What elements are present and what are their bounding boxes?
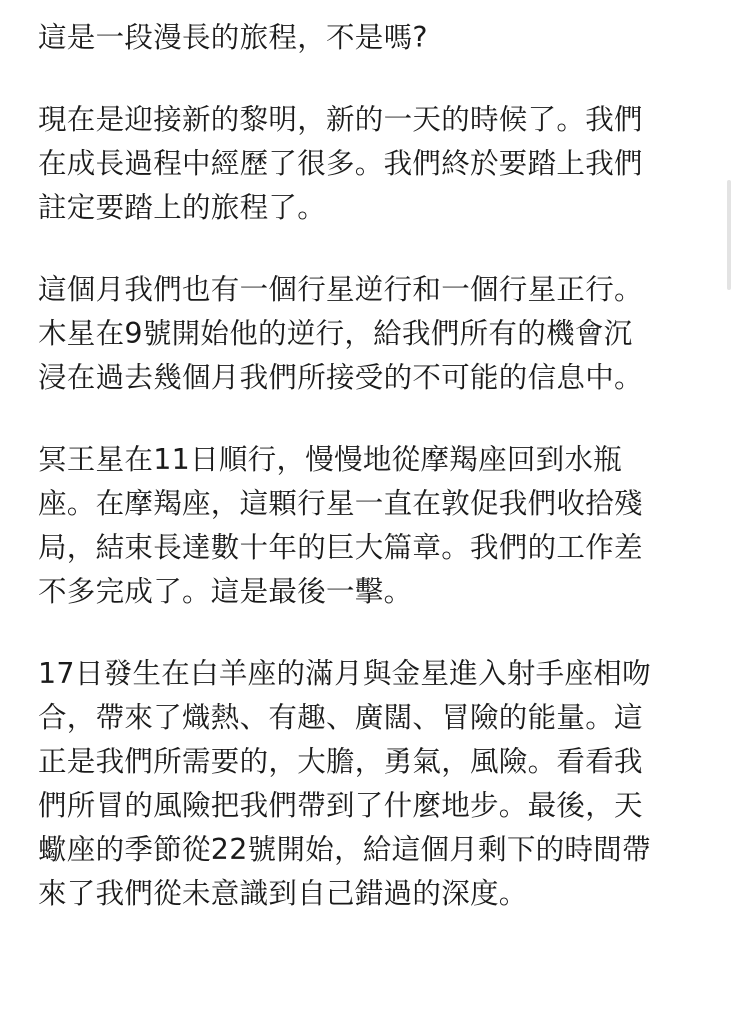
text-line: 正是我們所需要的，大膽，勇氣，風險。看看我 bbox=[38, 745, 643, 778]
text-line: 浸在過去幾個月我們所接受的不可能的信息中。 bbox=[38, 361, 643, 394]
paragraph-3 bbox=[38, 268, 718, 400]
text-line: 在成長過程中經歷了很多。我們終於要踏上我們 bbox=[38, 147, 643, 180]
text-line: 17日發生在白羊座的滿月與金星進入射手座相吻 bbox=[38, 657, 651, 690]
scrollbar-thumb[interactable] bbox=[727, 180, 731, 290]
paragraph-1 bbox=[38, 16, 718, 60]
text-line: 們所冒的風險把我們帶到了什麼地步。最後，天 bbox=[38, 789, 643, 822]
text-line: 局，結束長達數十年的巨大篇章。我們的工作差 bbox=[38, 531, 643, 564]
text-line: 這個月我們也有一個行星逆行和一個行星正行。 bbox=[38, 273, 643, 306]
text-line: 合，帶來了熾熱、有趣、廣闊、冒險的能量。這 bbox=[38, 701, 643, 734]
article-body bbox=[38, 16, 718, 954]
paragraph-4 bbox=[38, 438, 718, 614]
text-line: 木星在9號開始他的逆行，給我們所有的機會沉 bbox=[38, 317, 633, 350]
text-line: 不多完成了。這是最後一擊。 bbox=[38, 575, 413, 608]
text-line: 座。在摩羯座，這顆行星一直在敦促我們收拾殘 bbox=[38, 487, 643, 520]
text-line: 這是一段漫長的旅程，不是嗎? bbox=[38, 21, 428, 54]
text-line: 來了我們從未意識到自己錯過的深度。 bbox=[38, 877, 528, 910]
text-line: 現在是迎接新的黎明，新的一天的時候了。我們 bbox=[38, 103, 643, 136]
paragraph-5 bbox=[38, 652, 718, 916]
text-line: 蠍座的季節從22號開始，給這個月剩下的時間帶 bbox=[38, 833, 651, 866]
text-line: 註定要踏上的旅程了。 bbox=[38, 191, 327, 224]
paragraph-2 bbox=[38, 98, 718, 230]
text-line: 冥王星在11日順行，慢慢地從摩羯座回到水瓶 bbox=[38, 443, 623, 476]
